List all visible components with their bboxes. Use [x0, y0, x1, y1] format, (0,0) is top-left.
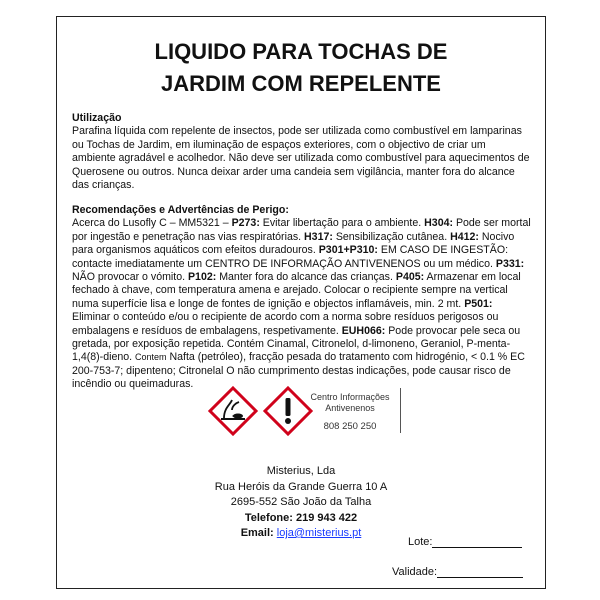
utilizacao-text: Parafina líquida com repelente de insectos, pode ser utilizada como combustível em lamparinas ou Tochas de Jardim, em iluminação de espaços exteriores, com o objectivo de criar um ambiente agradável e acolhedor. Não deve ser utilizada como combustível para aquecimentos de Querosene ou outros. Nunca deixar arder uma candeia sem vigilância, manter fora do alcance das crianças. [72, 125, 530, 192]
validade-label: Validade: [392, 566, 438, 578]
recomendacoes-text: Acerca do Lusofly C – MM5321 – P273: Evitar libertação para o ambiente. H304: Pode ser mortal por ingestão e penetração nas vias respiratórias. H317: Sensibilização cutânea. H412: Nocivo para organismos aquáticos com efeitos duradouros. P301+P310: EM CASO DE INGESTÃO: contacte imediatamente um CENTRO DE INFORMAÇÃO ANTIVENENOS ou um médico. P331: NÃO provocar o vómito. P102: Manter fora do alcance das crianças. P405: Armazenar em local fechado à chave, com temperatura amena e arejado. Colocar o recipiente sempre na vertical numa superfície lisa e longe de fontes de ignição e objectos inflamáveis, min. 2 mt. P501: Eliminar o conteúdo e/ou o recipiente de acordo com a norma sobre resíduos perigosos ou embalagens e resíduos de embalagens, respetivamente. EUH066: Pode provocar pele seca ou gretada, por exposição repetida. Contém Cinamal, Citronelol, d-limoneno, Geraniol, P-menta-1,4(8)-dieno. Contem Nafta (petróleo), fracção pesada do tratamento com hidrogénio, < 0.1 % EC 200-753-7; dipenteno; Citronelal O não cumprimento destas indicações, pode causar risco de incêndio ou queimaduras. [72, 217, 531, 391]
validade-field[interactable] [392, 566, 523, 578]
company-block [56, 464, 546, 542]
code-h304: H304: [424, 217, 454, 230]
lote-label: Lote: [408, 536, 433, 548]
product-title [56, 36, 546, 100]
code-h412: H412: [450, 230, 479, 243]
lote-field[interactable] [408, 536, 522, 548]
recomendacoes-section [72, 204, 532, 392]
utilizacao-section [72, 112, 532, 192]
company-name: Misterius, Lda [266, 465, 336, 477]
code-p102: P102: [187, 271, 217, 284]
lote-line[interactable] [432, 547, 522, 548]
environment-hazard-icon [210, 388, 256, 434]
title-line-1: LIQUIDO PARA TOCHAS DE [154, 39, 448, 64]
email-label: Email: [240, 527, 274, 539]
code-h317: H317: [304, 230, 333, 243]
title-line-2: JARDIM COM REPELENTE [161, 71, 441, 96]
email-link[interactable]: loja@misterius.pt [276, 527, 362, 539]
hazard-pictograms [208, 386, 318, 436]
antivenenos-phone: 808 250 250 [323, 421, 377, 432]
code-p501: P501: [464, 297, 493, 310]
company-address-1: Rua Heróis da Grande Guerra 10 A [214, 480, 388, 493]
recomendacoes-heading: Recomendações e Advertências de Perigo: [72, 204, 289, 216]
code-p273: P273: [231, 217, 260, 230]
code-euh066: EUH066: [341, 324, 386, 337]
validade-line[interactable] [437, 577, 523, 578]
company-phone: Telefone: 219 943 422 [244, 511, 358, 524]
code-p301-p310: P301+P310: [318, 244, 378, 257]
antivenenos-label: Centro Informações Antivenenos [310, 392, 390, 413]
utilizacao-heading: Utilização [72, 112, 122, 124]
code-p405: P405: [395, 271, 425, 284]
code-p331: P331: [495, 257, 525, 270]
company-address-2: 2695-552 São João da Talha [230, 496, 372, 508]
